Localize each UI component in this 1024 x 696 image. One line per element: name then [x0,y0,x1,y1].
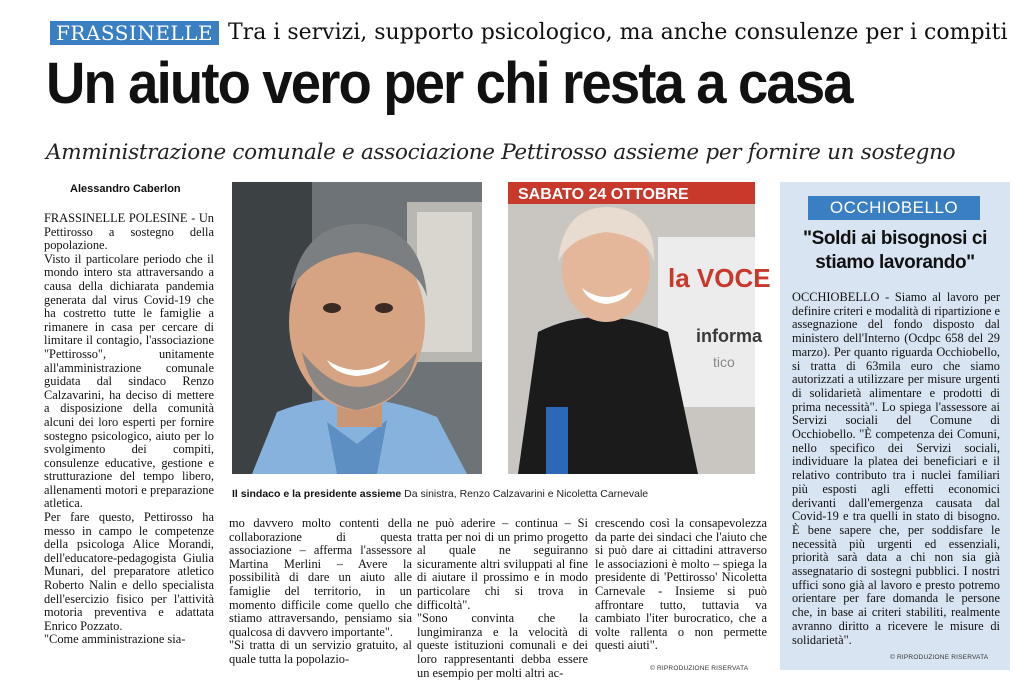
article-column-1 [44,212,214,647]
sidebar-body: OCCHIOBELLO - Siamo al lavoro per definire criteri e modalità di ripartizione e assegnazione del fondo disposto dal ministero dell'Interno (Ocdpc 658 del 29 marzo). Per quanto riguarda Occhiobello, si tratta di 63mila euro che siamo autorizzati a utilizzare per misure urgenti di solidarietà alimentare e prodotti di prima necessità". Lo spiega l'assessore ai Servizi sociali del Comune di Occhiobello. "È competenza dei Comuni, nello specifico dei Servizi sociali, individuare la platea dei beneficiari e il relativo contributo tra i nuclei familiari più esposti agli effetti economici derivanti dall'emergenza causata dal Covid-19 e tra quelli in stato di bisogno. È bene sapere che, per soddisfare le necessità più urgenti ed essenziali, priorità sarà data a chi non sia già assegnatario di sostegni pubblici. I nostri uffici sono già al lavoro e presto potremo orientare per fare domanda le persone che, in base ai criteri stabiliti, realmente avranno diritto a ricevere le misure di solidarietà". [792,290,1000,647]
article-column-4 [595,517,767,653]
sidebar-box [780,182,1010,670]
paragraph: "Si tratta di un servizio gratuito, al quale tutta la popolazio- [229,638,412,666]
kicker-text: Tra i servizi, supporto psicologico, ma anche consulenze per i compiti [228,20,1008,45]
paragraph: crescendo così la consapevolezza da parte dei sindaci che l'aiuto che si può dare ai cittadini attraverso le associazioni è molto – spiega la presidente di 'Pettirosso' Nicoletta Carnevale - Insieme si può affrontare tutto, tuttavia va cambiato l'iter burocratico, che a volte rallenta o non permette questi aiuti". [595,516,767,653]
sidebar-copyright: © RIPRODUZIONE RISERVATA [890,654,989,661]
paragraph: Visto il particolare periodo che il mondo intero sta attraversando a causa della dichiarata pandemia generata dal virus Covid-19 che ha costretto tutte le famiglie a rimanere in casa per cercare di limitare il contagio, l'associazione "Pettirosso", unitamente all'amministrazione comunale guidata dal sindaco Renzo Calzavarini, ha deciso di mettere a disposizione della comunità alcuni dei loro esperti per fornire sostegno psicologico, aiuto per lo svolgimento dei compiti, consulenze educative, gestione e strutturazione del tempo libero, allenamenti motori e preparazione atletica. [44,251,214,511]
sign-top-text: SABATO 24 OTTOBRE [518,186,689,203]
caption-text: Da sinistra, Renzo Calzavarini e Nicoletta Carnevale [404,488,649,500]
president-photo-illustration [508,182,771,474]
paragraph: mo davvero molto contenti della collaborazione di questa associazione – afferma l'assessore Martina Merlini – Avere la possibilità di dare un aiuto alle famiglie del territorio, in un momento difficile come quello che stiamo attraversando, pensiamo sia qualcosa di davvero importante". [229,516,412,639]
sign-line2-text: informa [696,326,763,346]
subheadline: Amministrazione comunale e associazione Pettirosso assieme per fornire un sostegno [46,140,956,165]
mayor-photo-illustration [232,182,482,474]
paragraph: ne può aderire – continua – Si tratta per noi di un primo progetto al quale ne seguiranno sicuramente altri sviluppati al fine di aiutare il prossimo e in modo particolare chi si trova in difficoltà". [417,516,588,612]
sign-brand-text: la VOCE [668,263,771,293]
paragraph: "Come amministrazione sia- [44,632,186,647]
paragraph: Per fare questo, Pettirosso ha messo in campo le competenze della psicologa Alice Morandi, dell'educatore-pedagogista Giulia Munari, del preparatore atletico Roberto Nalin e dello specialista dell'esercizio fisico per l'attività motoria preventiva e adattata Enrico Pozzato. [44,510,214,633]
photo-president [508,182,771,474]
article-column-2 [229,517,412,667]
photo-caption [232,488,756,500]
byline: Alessandro Caberlon [70,183,181,195]
kicker-location-tag: FRASSINELLE [50,21,219,45]
caption-title: Il sindaco e la presidente assieme [232,488,402,500]
sign-line3-text: tico [713,354,735,370]
photo-mayor [232,182,482,474]
paragraph: FRASSINELLE POLESINE - Un Pettirosso a sostegno della popolazione. [44,211,214,253]
headline: Un aiuto vero per chi resta a casa [46,51,852,116]
article-column-3 [417,517,588,680]
paragraph: "Sono convinta che la lungimiranza e la velocità di queste istituzioni comunali e dei loro rappresentanti debba essere un esempio per molti altri ac- [417,611,588,680]
sidebar-location-tag: OCCHIOBELLO [808,196,980,220]
kicker [50,19,1010,49]
article-copyright: © RIPRODUZIONE RISERVATA [650,665,749,672]
sidebar-title: "Soldi ai bisognosi ci stiamo lavorando" [803,228,987,273]
